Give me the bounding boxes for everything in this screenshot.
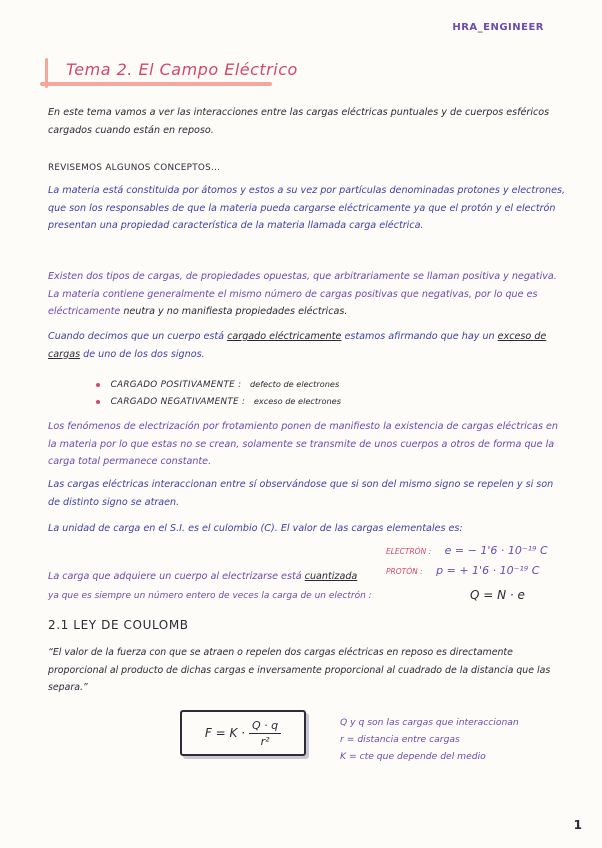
list-item-label: CARGADO NEGATIVAMENTE : <box>110 397 246 407</box>
page-title: Tema 2. El Campo Eléctrico <box>66 60 298 79</box>
intro-paragraph: En este tema vamos a ver las interacciones entre las cargas eléctricas puntuales y de cuerpos esféricos cargados cuando están en reposo. <box>48 107 550 136</box>
paragraph-unidad: La unidad de carga en el S.I. es el culombio (C). El valor de las cargas elementales es: <box>48 523 463 534</box>
legend-item: r = distancia entre cargas <box>340 734 460 745</box>
brand-label: HRA_ENGINEER <box>452 22 544 33</box>
cargado-text-b: estamos afirmando que hay un <box>344 331 495 342</box>
paragraph-cuantizada-b: ya que es siempre un número entero de veces la carga de un electrón : <box>48 591 372 601</box>
formula-numerator: Q · q <box>249 719 281 734</box>
formula-lhs: F = K · <box>204 726 245 740</box>
constant-proton <box>386 564 539 577</box>
bullet-icon <box>96 383 100 387</box>
legend-item: K = cte que depende del medio <box>340 751 486 762</box>
section-title: 2.1 LEY DE COULOMB <box>48 618 189 632</box>
cuantizada-text-a: La carga que adquiere un cuerpo al electrizarse está <box>48 571 302 582</box>
title-underline <box>40 82 272 86</box>
review-heading: REVISEMOS ALGUNOS CONCEPTOS... <box>48 163 221 173</box>
quantization-formula: Q = N · e <box>470 588 525 602</box>
constant-value: e = − 1'6 · 10⁻¹⁹ C <box>444 544 548 557</box>
paragraph-cuantizada-a <box>48 568 388 586</box>
cargado-text-a: Cuando decimos que un cuerpo está <box>48 331 225 342</box>
paragraph-electrizacion: Los fenómenos de electrización por frotamiento ponen de manifiesto la existencia de cargas eléctricas en la materia por lo que estas no se crean, solamente se transmite de unos cuerpos a otros de forma que la carga total permanece constante. <box>48 421 558 467</box>
paragraph-materia: La materia está constituida por átomos y estos a su vez por partículas denominadas protones y electrones, que son los responsables de que la materia pueda cargarse eléctricamente ya que el protón y el electrón presentan una propiedad característica de la materia llamada carga eléctrica. <box>48 185 566 231</box>
paragraph-tipos-line1: Existen dos tipos de cargas, de propiedades opuestas, que arbitrariamente se llaman positiva y negativa. La materia contiene generalmente el mismo número de cargas positivas que negativas, por lo que es eléctricamente <box>48 271 557 317</box>
coulomb-quote: “El valor de la fuerza con que se atraen o repelen dos cargas eléctricas en reposo es directamente proporcional al producto de dichas cargas e inversamente proporcional al cuadrado de la distancia que las separa.” <box>48 647 551 693</box>
list-item <box>96 376 341 393</box>
list-item-value: exceso de electrones <box>253 396 341 406</box>
paragraph-cargado <box>48 328 566 363</box>
formula-legend <box>340 714 519 765</box>
paragraph-interaccion: Las cargas eléctricas interaccionan entre sí observándose que si son del mismo signo se repelen y si son de distinto signo se atraen. <box>48 479 554 508</box>
list-item-label: CARGADO POSITIVAMENTE : <box>110 380 242 390</box>
formula-fraction <box>249 719 281 748</box>
cargado-underline-1: cargado eléctricamente <box>227 331 342 342</box>
constant-label: ELECTRÓN : <box>386 547 432 556</box>
paragraph-tipos <box>48 268 566 321</box>
constant-label: PROTÓN : <box>386 567 423 576</box>
cargado-text-c: de uno de los dos signos. <box>83 348 205 360</box>
charge-list <box>96 376 341 410</box>
formula-denominator: r² <box>260 734 270 748</box>
paragraph-tipos-line2: neutra y no manifiesta propiedades eléctricas. <box>123 306 348 317</box>
bullet-icon <box>96 400 100 404</box>
coulomb-formula-box <box>180 710 306 756</box>
page-number: 1 <box>573 818 582 832</box>
cuantizada-underline: cuantizada <box>304 571 358 582</box>
constant-value: p = + 1'6 · 10⁻¹⁹ C <box>436 564 540 577</box>
legend-item: Q y q son las cargas que interaccionan <box>340 717 519 728</box>
cargado-underline-2: exceso de cargas <box>48 331 547 360</box>
list-item-value: defecto de electrones <box>249 379 340 389</box>
constant-electron <box>386 544 548 557</box>
list-item <box>96 393 341 410</box>
